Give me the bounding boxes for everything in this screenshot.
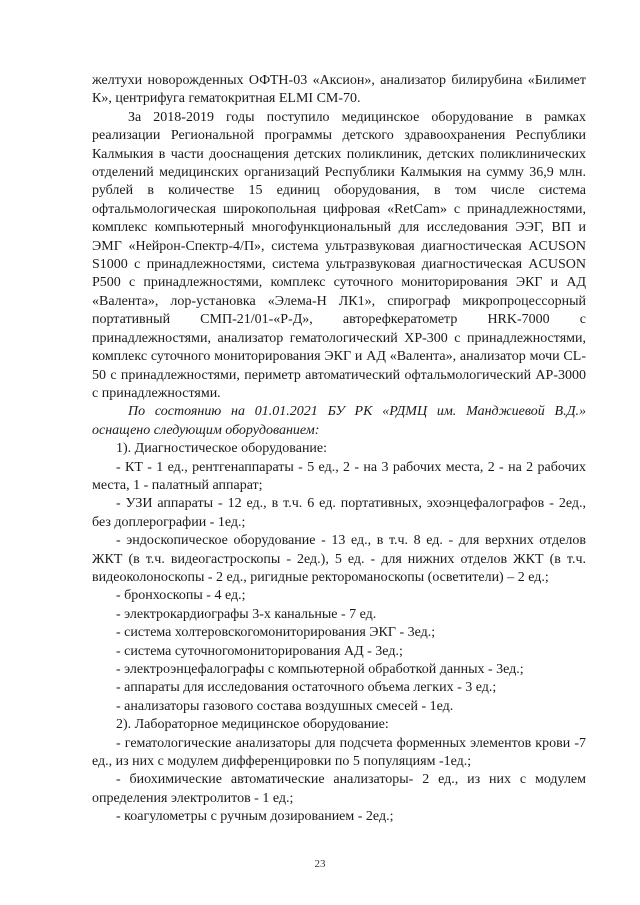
paragraph-equipment-2018-2019: За 2018-2019 годы поступило медицинское оборудование в рамках реализации Региональной программы детского здравоохранения Республики Калмыкия в части дооснащения детских поликлиник, детских поликлинических отделений медицинских организаций Республики Калмыкия на сумму 36,9 млн. рублей в количестве 15 единиц оборудования, в том числе система офтальмологическая широкопольная цифровая «RetCam» с принадлежностями, комплекс компьютерный многофункциональный для исследования ЭЭГ, ВП и ЭМГ «Нейрон-Спектр-4/П», система ультразвуковая диагностическая ACUSON S1000 с принадлежностями, система ультразвуковая диагностическая ACUSON P500 с принадлежностями, комплекс суточного мониторирования ЭКГ и АД «Валента», лор-установка «Элема-Н ЛК1», спирограф микропроцессорный портативный СМП-21/01-«Р-Д», авторефкератометр HRK-7000 с принадлежностями, анализатор гематологический XP-300 с принадлежностями, комплекс суточного мониторирования ЭКГ и АД «Валента», анализатор мочи CL-50 с принадлежностями, периметр автоматический офтальмологический AP-3000 с принадлежностями. [92, 109, 586, 401]
list-item: - анализаторы газового состава воздушных смесей - 1ед. [116, 698, 454, 714]
list-item: - УЗИ аппараты - 12 ед., в т.ч. 6 ед. портативных, эхоэнцефалографов - 2ед., без доплерографии - 1ед.; [92, 496, 586, 530]
list-item: - система суточногомониторирования АД - 3ед.; [116, 643, 403, 659]
list-item: - эндоскопическое оборудование - 13 ед., в т.ч. 8 ед. - для верхних отделов ЖКТ (в т.ч. видеогастроскопы - 2ед.), 5 ед. - для нижних отделов ЖКТ (в т.ч. видеоколоноскопы - 2 ед., ригидные ректороманоскопы (осветители) – 2 ед.; [92, 533, 586, 585]
list-item: - электроэнцефалографы с компьютерной обработкой данных - 3ед.; [116, 662, 524, 677]
list-item: - электрокардиографы 3-х канальные - 7 ед. [116, 606, 377, 622]
paragraph-continuation: желтухи новорожденных ОФТН-03 «Аксион», анализатор билирубина «Билимет К», центрифуга гематокритная ELMI СМ-70. [92, 73, 586, 107]
page-number: 23 [314, 858, 326, 870]
section-heading-diagnostic: 1). Диагностическое оборудование: [116, 441, 328, 457]
list-item: - КТ - 1 ед., рентгенаппараты - 5 ед., 2 - на 3 рабочих места, 2 - на 2 рабочих места, 1 - палатный аппарат; [92, 459, 586, 493]
list-item: - гематологические анализаторы для подсчета форменных элементов крови -7 ед., из них с модулем дифференцировки по 5 популяциям -1ед.; [92, 735, 586, 770]
page-body [92, 72, 586, 827]
paragraph-status-2021: По состоянию на 01.01.2021 БУ РК «РДМЦ им. Манджиевой В.Д.» оснащено следующим оборудованием: [92, 404, 586, 438]
list-item: - коагулометры с ручным дозированием - 2ед.; [116, 809, 394, 825]
section-heading-laboratory: 2). Лабораторное медицинское оборудование: [116, 717, 389, 733]
list-item: - аппараты для исследования остаточного объема легких - 3 ед.; [116, 680, 497, 696]
list-item: - биохимические автоматические анализаторы- 2 ед., из них с модулем определения электролитов - 1 ед.; [92, 772, 586, 806]
list-item: - бронхоскопы - 4 ед.; [116, 588, 246, 604]
list-item: - система холтеровскогомониторирования ЭКГ - 3ед.; [116, 625, 436, 641]
